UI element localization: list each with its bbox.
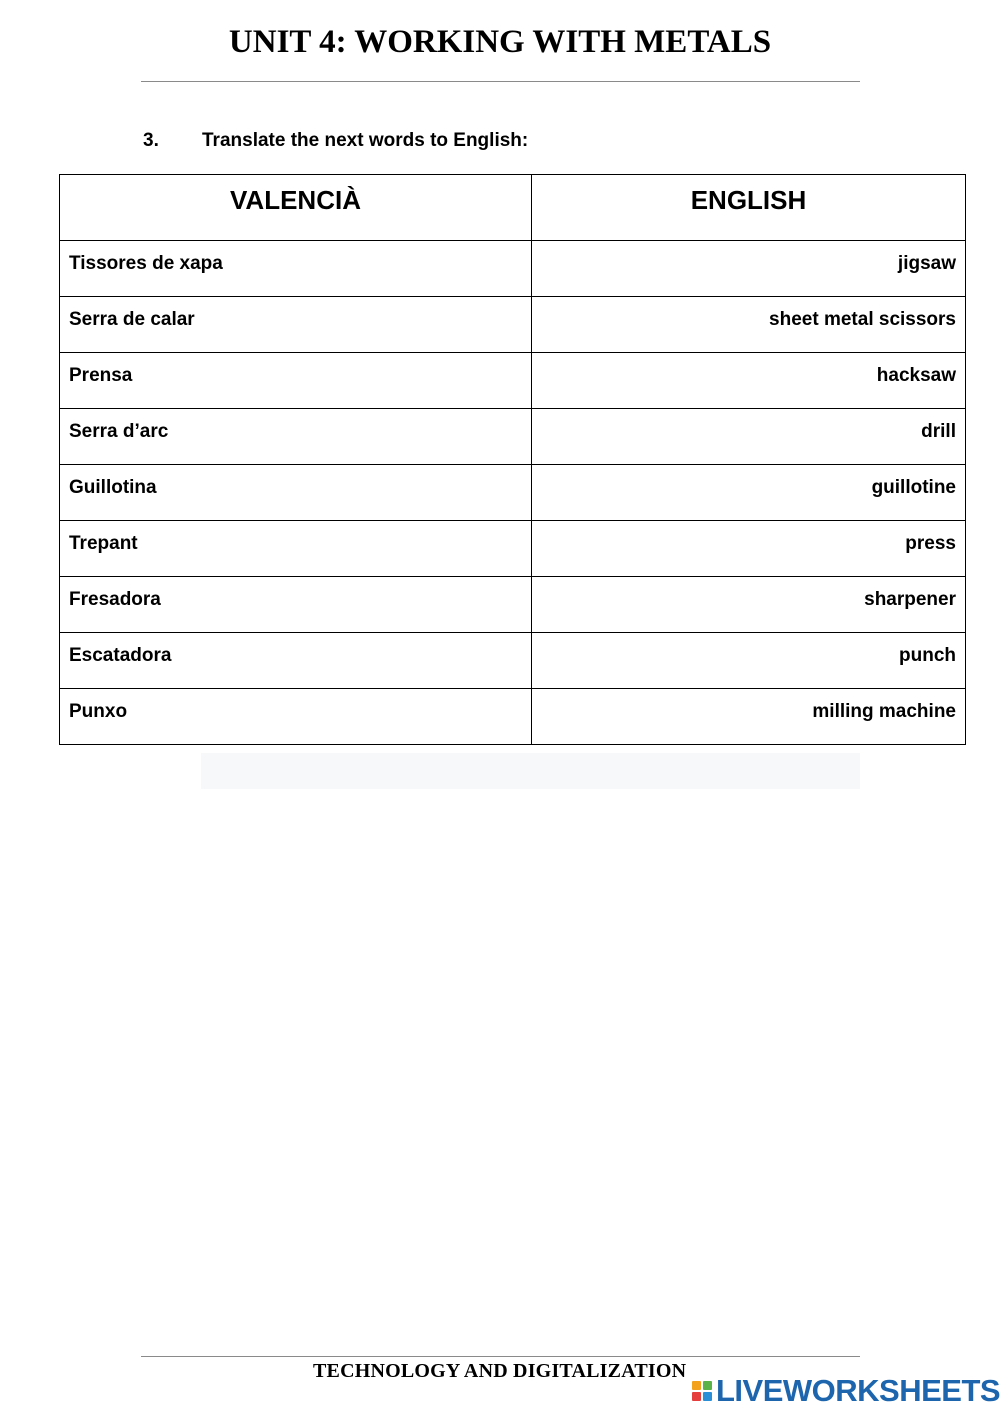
english-answer[interactable]: hacksaw [532, 353, 966, 409]
table-row [60, 689, 966, 745]
footer-divider [141, 1356, 860, 1357]
valencia-word: Punxo [60, 689, 532, 745]
valencia-word: Guillotina [60, 465, 532, 521]
valencia-word: Trepant [60, 521, 532, 577]
exercise-number: 3. [143, 130, 159, 151]
blank-area [201, 753, 860, 789]
valencia-word: Escatadora [60, 633, 532, 689]
column-header-english: ENGLISH [532, 175, 966, 241]
table-row [60, 521, 966, 577]
english-answer[interactable]: drill [532, 409, 966, 465]
valencia-word: Serra d’arc [60, 409, 532, 465]
table-row [60, 297, 966, 353]
english-answer[interactable]: milling machine [532, 689, 966, 745]
valencia-word: Fresadora [60, 577, 532, 633]
english-answer[interactable]: punch [532, 633, 966, 689]
table-row [60, 409, 966, 465]
english-answer[interactable]: sheet metal scissors [532, 297, 966, 353]
table-row [60, 633, 966, 689]
footer-text: TECHNOLOGY AND DIGITALIZATION [313, 1360, 687, 1382]
table-row [60, 353, 966, 409]
column-header-valencia: VALENCIÀ [60, 175, 532, 241]
valencia-word: Prensa [60, 353, 532, 409]
table-row [60, 465, 966, 521]
liveworksheets-logo-text: LIVEWORKSHEETS [716, 1373, 1000, 1408]
header-divider [141, 81, 860, 82]
translation-table [59, 174, 966, 745]
page-title: UNIT 4: WORKING WITH METALS [228, 24, 772, 60]
english-answer[interactable]: jigsaw [532, 241, 966, 297]
valencia-word: Tissores de xapa [60, 241, 532, 297]
english-answer[interactable]: guillotine [532, 465, 966, 521]
table-header-row [60, 175, 966, 241]
exercise-instruction [143, 129, 528, 153]
exercise-text: Translate the next words to English: [202, 130, 529, 151]
table-row [60, 577, 966, 633]
liveworksheets-logo-icon [692, 1377, 714, 1405]
english-answer[interactable]: press [532, 521, 966, 577]
valencia-word: Serra de calar [60, 297, 532, 353]
english-answer[interactable]: sharpener [532, 577, 966, 633]
liveworksheets-logo[interactable] [692, 1374, 1000, 1408]
table-row [60, 241, 966, 297]
